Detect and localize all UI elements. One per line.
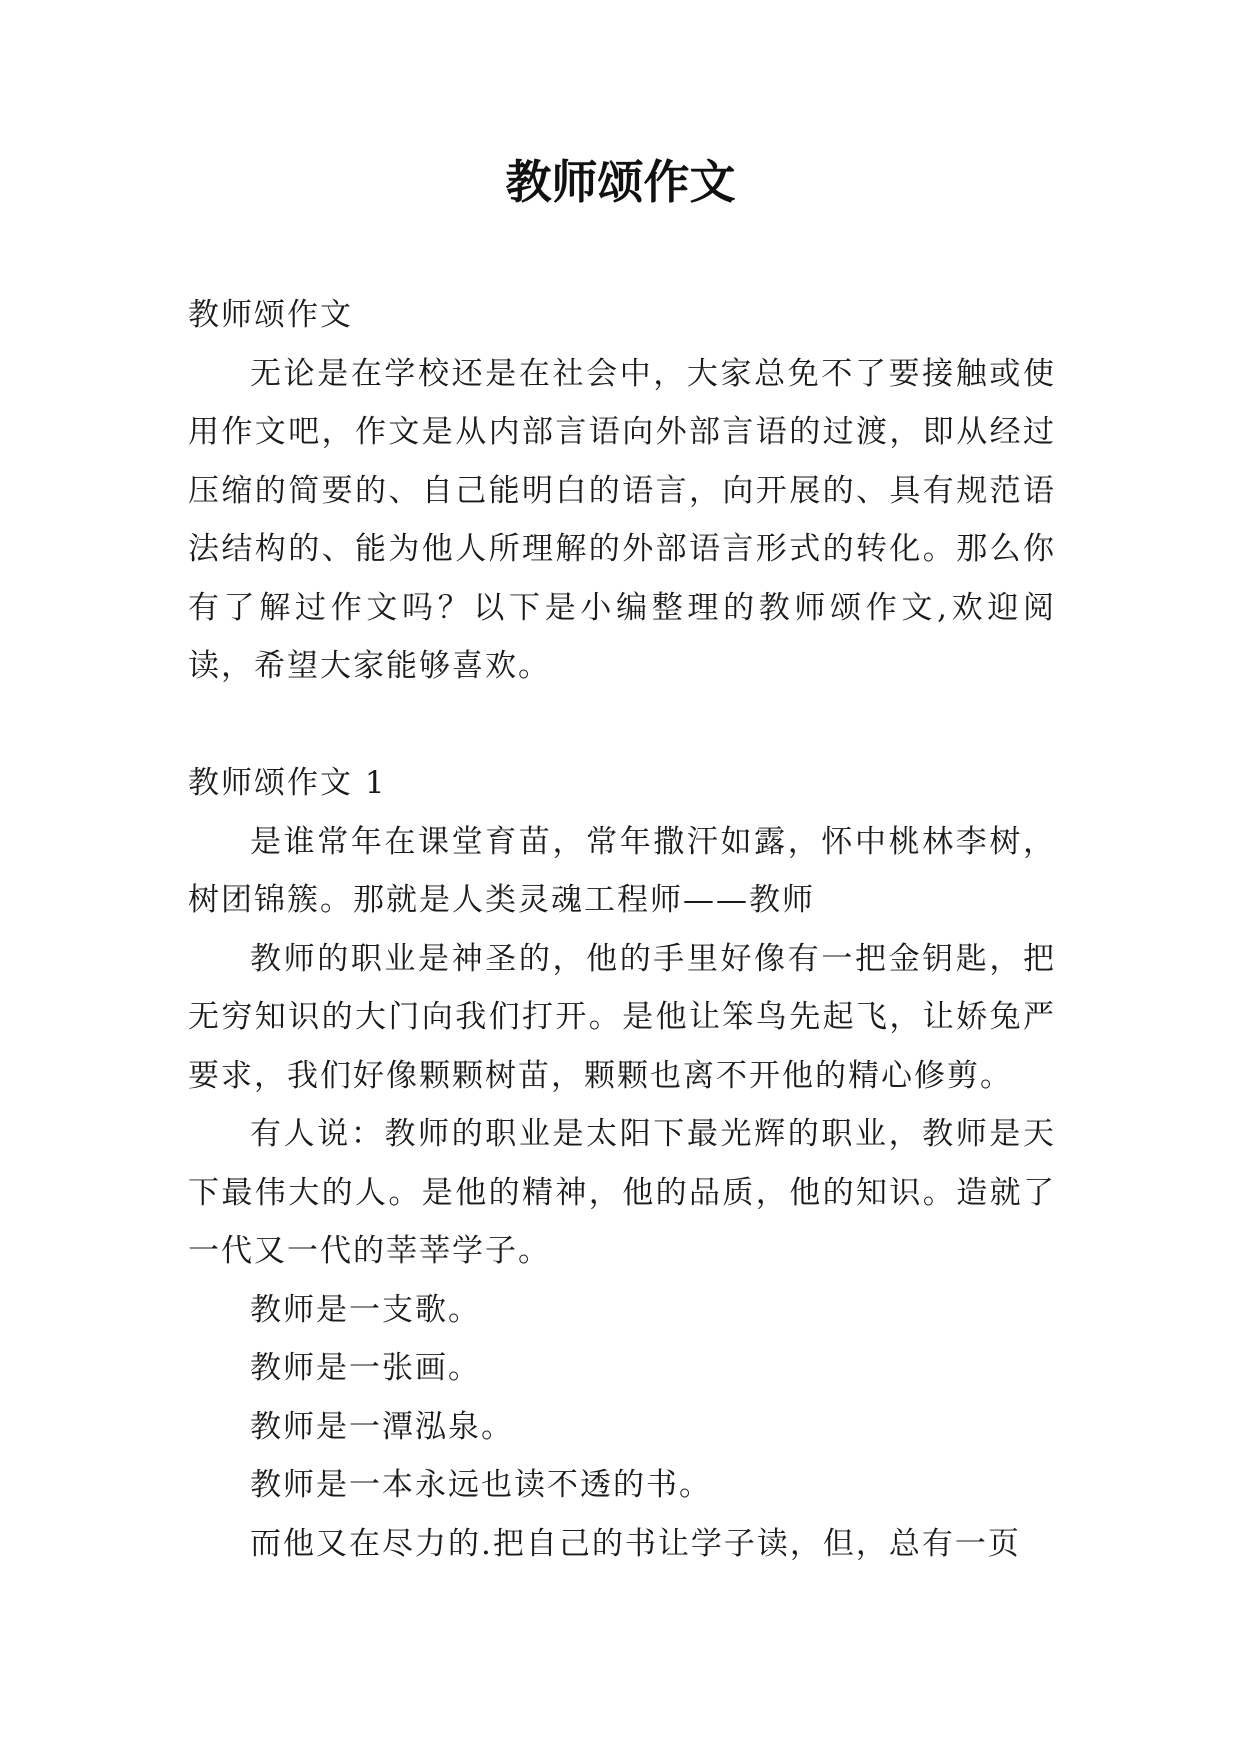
section-heading: 教师颂作文 1 bbox=[188, 765, 387, 801]
intro-paragraph: 无论是在学校还是在社会中，大家总免不了要接触或使用作文吧，作文是从内部言语向外部言语的过渡，即从经过压缩的简要的、自己能明白的语言，向开展的、具有规范语法结构的、能为他人所理解的外部语言形式的转化。那么你有了解过作文吗？以下是小编整理的教师颂作文,欢迎阅读，希望大家能够喜欢。 bbox=[188, 355, 1056, 684]
body-paragraph: 而他又在尽力的.把自己的书让学子读，但，总有一页 bbox=[250, 1525, 1021, 1562]
document-title: 教师颂作文 bbox=[505, 155, 736, 209]
document-body bbox=[188, 286, 1056, 1573]
body-paragraph: 是谁常年在课堂育苗，常年撒汗如露，怀中桃林李树，树团锦簇。那就是人类灵魂工程师——教师 bbox=[188, 823, 1056, 918]
body-paragraph: 教师是一张画。 bbox=[250, 1350, 481, 1386]
body-paragraph: 教师是一支歌。 bbox=[250, 1291, 481, 1328]
body-paragraph: 教师是一潭泓泉。 bbox=[250, 1408, 514, 1445]
body-paragraph: 教师是一本永远也读不透的书。 bbox=[250, 1467, 712, 1503]
body-paragraph: 教师的职业是神圣的，他的手里好像有一把金钥匙，把无穷知识的大门向我们打开。是他让笨鸟先起飞，让娇兔严要求，我们好像颗颗树苗，颗颗也离不开他的精心修剪。 bbox=[188, 940, 1056, 1094]
intro-heading: 教师颂作文 bbox=[188, 297, 353, 333]
body-paragraph: 有人说：教师的职业是太阳下最光辉的职业，教师是天下最伟大的人。是他的精神，他的品质，他的知识。造就了一代又一代的莘莘学子。 bbox=[188, 1116, 1056, 1269]
